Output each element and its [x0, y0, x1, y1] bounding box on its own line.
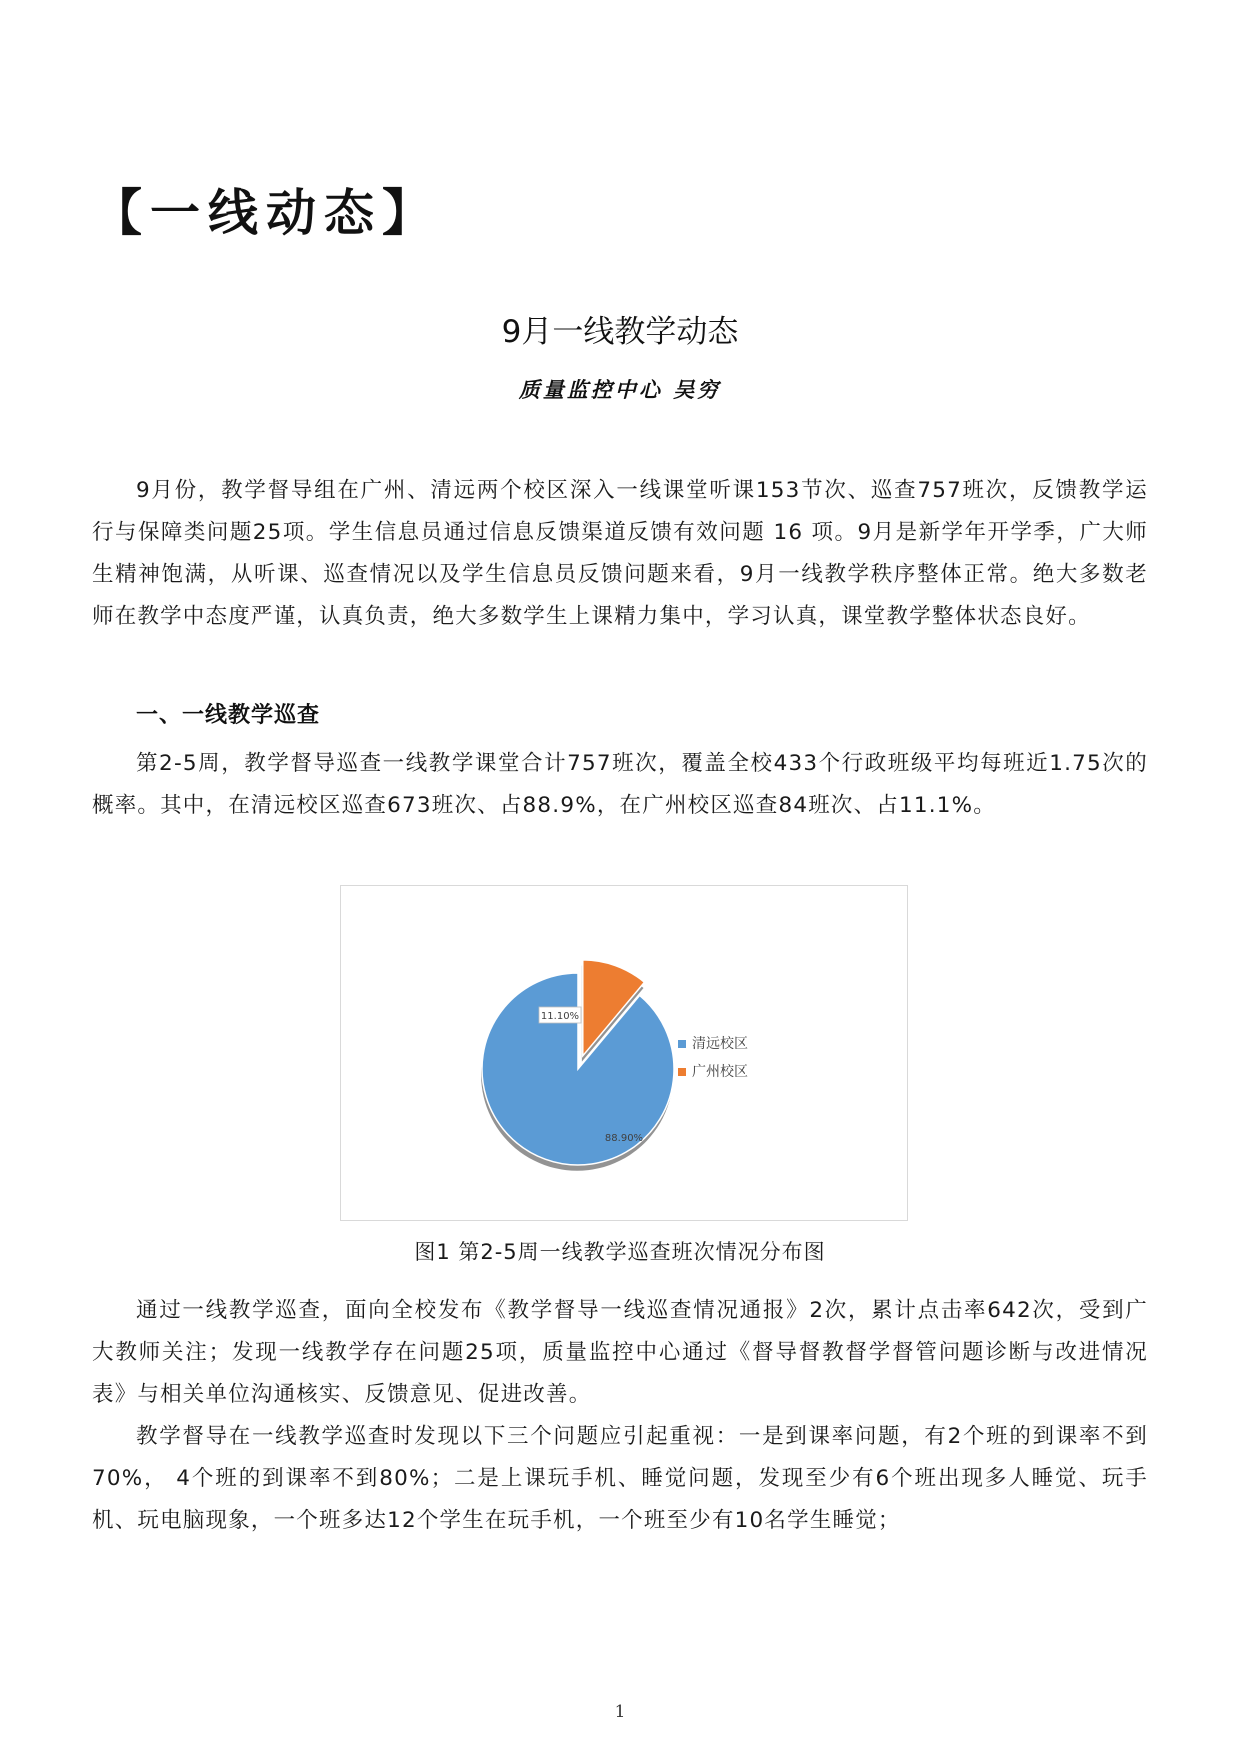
figure-caption: 图1 第2-5周一线教学巡查班次情况分布图: [414, 1240, 826, 1264]
legend-swatch-0: [678, 1040, 686, 1048]
document-title: 9月一线教学动态: [501, 314, 739, 350]
section-header: 【一线动态】: [92, 184, 440, 242]
intro-paragraph: 9月份，教学督导组在广州、清远两个校区深入一线课堂听课153节次、巡查757班次，反馈教学运行与保障类问题25项。学生信息员通过信息反馈渠道反馈有效问题 16 项。9月是新学年开学季，广大师生精神饱满，从听课、巡查情况以及学生信息员反馈问题来看，9月一线教学秩序整体正常。绝大多数老师在教学中态度严谨，认真负责，绝大多数学生上课精力集中，学习认真，课堂教学整体状态良好。: [92, 478, 1148, 629]
report-paragraph: 通过一线教学巡查，面向全校发布《教学督导一线巡查情况通报》2次，累计点击率642次，受到广大教师关注；发现一线教学存在问题25项，质量监控中心通过《督导督教督学督管问题诊断与改进情况表》与相关单位沟通核实、反馈意见、促进改善。: [92, 1298, 1148, 1407]
patrol-paragraph: 第2-5周，教学督导巡查一线教学课堂合计757班次，覆盖全校433个行政班级平均每班近1.75次的概率。其中，在清远校区巡查673班次、占88.9%，在广州校区巡查84班次、占11.1%。: [92, 751, 1148, 818]
legend-label-0: 清远校区: [692, 1036, 748, 1052]
pie-legend: [678, 1035, 748, 1080]
section-heading-patrol: 一、一线教学巡查: [136, 703, 321, 728]
pie-chart-svg: [341, 886, 907, 1220]
issues-paragraph: 教学督导在一线教学巡查时发现以下三个问题应引起重视：一是到课率问题，有2个班的到课率不到70%， 4个班的到课率不到80%；二是上课玩手机、睡觉问题，发现至少有6个班出现多人睡觉、玩手机、玩电脑现象，一个班多达12个学生在玩手机，一个班至少有10名学生睡觉；: [92, 1424, 1148, 1533]
legend-label-1: 广州校区: [692, 1064, 748, 1080]
pie-chart: [340, 885, 908, 1221]
page-number: 1: [614, 1702, 626, 1722]
document-author: 质量监控中心 吴穷: [518, 377, 722, 402]
pie-slice-0: [443, 934, 713, 1204]
legend-swatch-1: [678, 1068, 686, 1076]
pie-slices: [443, 924, 722, 1205]
pie-data-label-0: 88.90%: [604, 1133, 644, 1144]
pie-data-label-1: 11.10%: [540, 1011, 580, 1022]
